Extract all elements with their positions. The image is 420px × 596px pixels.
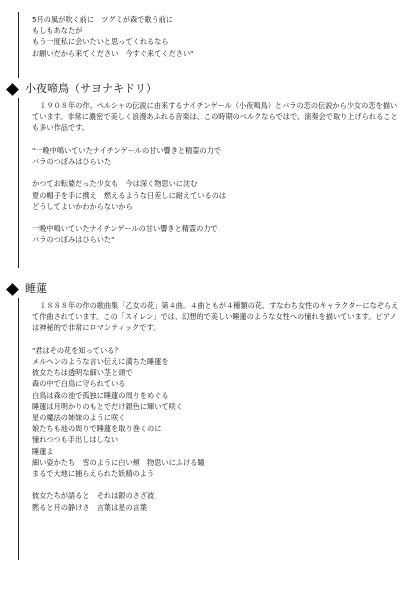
poem-line: かつてお転婆だった少女も 今は深く物思いに沈む — [32, 179, 198, 189]
margin-rule — [18, 298, 19, 560]
poem-line: 白鳥は森の池で孤独に睡蓮の周りをめぐる — [32, 390, 169, 400]
poem-line: 細い姿かたち 雪のように白い頬 物思いにふける瞳 — [32, 457, 205, 467]
intro-verse — [32, 14, 402, 59]
verse-line: 5月の風が吹く前に ツグミが森で歌う前に — [32, 15, 174, 24]
section-nightingale-body — [32, 100, 402, 246]
section-description: １８８８年の作の歌曲集「乙女の花」第４曲。４曲ともが４種類の花、すなわち女性のキャラクターになぞらえて作曲されています。この「スイレン」では、幻想的で美しい睡蓮のような女性への憧れを描いています。ピアノは神秘的で非常にロマンティックです。 — [32, 301, 399, 333]
section-title: 小夜啼鳥（サヨナキドリ） — [25, 82, 157, 95]
section-heading-nightingale — [6, 80, 157, 98]
diamond-bullet-icon — [6, 83, 19, 96]
poem-line: バラのつぼみはひらいた — [32, 157, 112, 166]
section-title: 睡蓮 — [25, 282, 47, 295]
poem-line: まるで大地に捕らえられた妖精のよう — [32, 469, 155, 479]
section-water-lily-body — [32, 300, 402, 513]
verse-line: もう一度私に会いたいと思ってくれるなら — [32, 37, 169, 47]
poem-line: 森の中で白鳥に守られている — [32, 379, 126, 389]
poem-line: "君はその花を知っている？ — [32, 345, 122, 355]
poem-line: 憧れつつも手出しはしない — [32, 435, 119, 445]
margin-rule — [18, 12, 19, 78]
poem-line: バラのつぼみはひらいた" — [32, 235, 115, 245]
poem-line: どうしてよいかわからないから — [32, 201, 133, 211]
poem-line: 睡蓮は月明かりのもとでだけ銀色に輝いて咲く — [32, 401, 183, 411]
poem-line: メルヘンのような言い伝えに満ちた睡蓮を — [32, 357, 169, 366]
poem-line: 彼女たちが語ると それは銀のさざ波 — [32, 491, 155, 501]
poem-line: "一晩中鳴いていたナイチンゲールの甘い響きと精霊の力で — [32, 145, 222, 155]
poem-line: 夏の帽子を手に携え 燃えるような日差しに耐えているのは — [32, 190, 227, 200]
poem-line: 睡蓮よ — [32, 446, 54, 456]
section-heading-water-lily — [6, 280, 47, 298]
poem-line: 黙ると月の静けさ 言葉は星の言葉 — [32, 502, 148, 512]
poem-line: 娘たちも池の周りで睡蓮を取り巻くのに — [32, 424, 162, 434]
poem-line: 星の魔法の姉妹のように咲く — [32, 413, 126, 423]
verse-line: もしもあなたが — [32, 26, 83, 36]
verse-line: お願いだから来てください 今すぐ来てください" — [32, 48, 194, 58]
section-description: １９０８年の作。ペルシャの伝説に由来するナイチンゲール（小夜鳴鳥）とバラの恋の伝説から少女の恋を描いています。非常に濃密で美しく浪漫あふれる音楽は、この時期のベルクならではで、演奏会で取り上げられることも多い作品です。 — [32, 101, 398, 133]
diamond-bullet-icon — [6, 283, 19, 296]
poem-line: 一晩中鳴いていたナイチンゲールの甘い響きと精霊の力で — [32, 224, 218, 234]
margin-rule — [18, 98, 19, 268]
poem-line: 彼女たちは透明な細い茎と頭で — [32, 368, 133, 378]
